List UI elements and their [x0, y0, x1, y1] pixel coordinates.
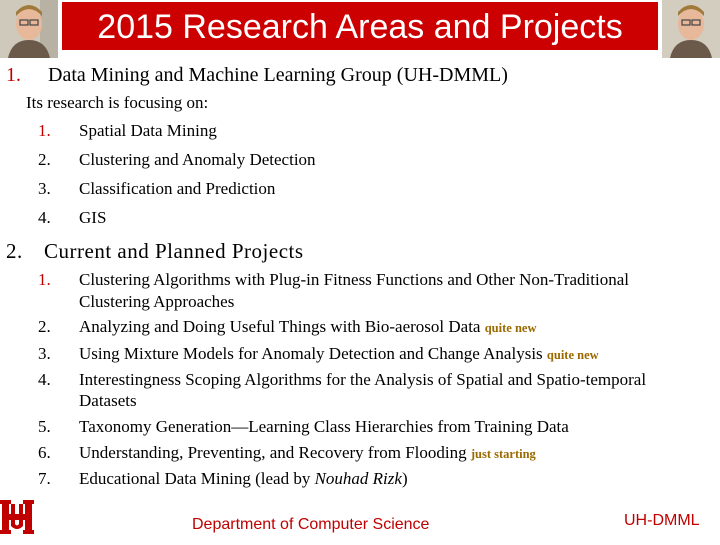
section2-item-number: 6.: [38, 443, 51, 462]
title-bar: [60, 0, 660, 52]
section2-item-row: [79, 344, 599, 364]
section2-item-text-cont: Clustering Approaches: [79, 292, 235, 311]
section2-item-text: Analyzing and Doing Useful Things with Bio-aerosol Data: [79, 317, 481, 336]
section2-item-number: 4.: [38, 370, 51, 389]
section1-item-number: 3.: [38, 179, 51, 198]
section2-item-text: Taxonomy Generation—Learning Class Hierarchies from Training Data: [79, 417, 569, 436]
section2-item-number: 7.: [38, 469, 51, 488]
presenter-photo-right: [662, 0, 720, 58]
university-logo-icon: [0, 496, 34, 540]
slide-title: 2015 Research Areas and Projects: [97, 8, 623, 46]
footer-group: UH-DMML: [624, 512, 700, 529]
section2-item-text: Using Mixture Models for Anomaly Detection and Change Analysis: [79, 344, 543, 363]
section1-item-number: 1.: [38, 121, 51, 140]
section1-item-text: GIS: [79, 208, 107, 227]
status-tag: quite new: [484, 321, 537, 335]
section1-item-text: Clustering and Anomaly Detection: [79, 150, 316, 169]
section2-item-number: 1.: [38, 270, 51, 289]
section1-item-number: 4.: [38, 208, 51, 227]
section2-number: 2.: [6, 239, 23, 263]
section2-item-text: Understanding, Preventing, and Recovery from Flooding: [79, 443, 467, 462]
presenter-photo-left: [0, 0, 58, 58]
section1-item-text: Classification and Prediction: [79, 179, 276, 198]
footer-department: Department of Computer Science: [192, 516, 430, 533]
section2-item-text-cont: Datasets: [79, 391, 137, 410]
section1-number: 1.: [6, 64, 21, 86]
section2-item-text: Clustering Algorithms with Plug-in Fitness Functions and Other Non-Traditional: [79, 270, 629, 289]
section1-item-number: 2.: [38, 150, 51, 169]
section1-heading: Data Mining and Machine Learning Group (UH-DMML): [48, 64, 508, 86]
section2-heading: Current and Planned Projects: [44, 239, 304, 263]
section2-item-text: Interestingness Scoping Algorithms for the Analysis of Spatial and Spatio-temporal: [79, 370, 647, 389]
section2-item-row: [79, 469, 408, 489]
section2-item-text: Educational Data Mining (lead by: [79, 469, 315, 488]
section2-item-row: [79, 443, 536, 463]
section1-intro: Its research is focusing on:: [26, 93, 209, 112]
section2-item-number: 3.: [38, 344, 51, 363]
lead-name: Nouhad Rizk: [314, 469, 402, 488]
status-tag: quite new: [546, 348, 599, 362]
section1-item-text: Spatial Data Mining: [79, 121, 217, 140]
closing-paren: ): [401, 469, 408, 488]
section2-item-number: 5.: [38, 417, 51, 436]
status-tag: just starting: [470, 447, 536, 461]
section2-item-number: 2.: [38, 317, 51, 336]
section2-item-row: [79, 317, 536, 337]
